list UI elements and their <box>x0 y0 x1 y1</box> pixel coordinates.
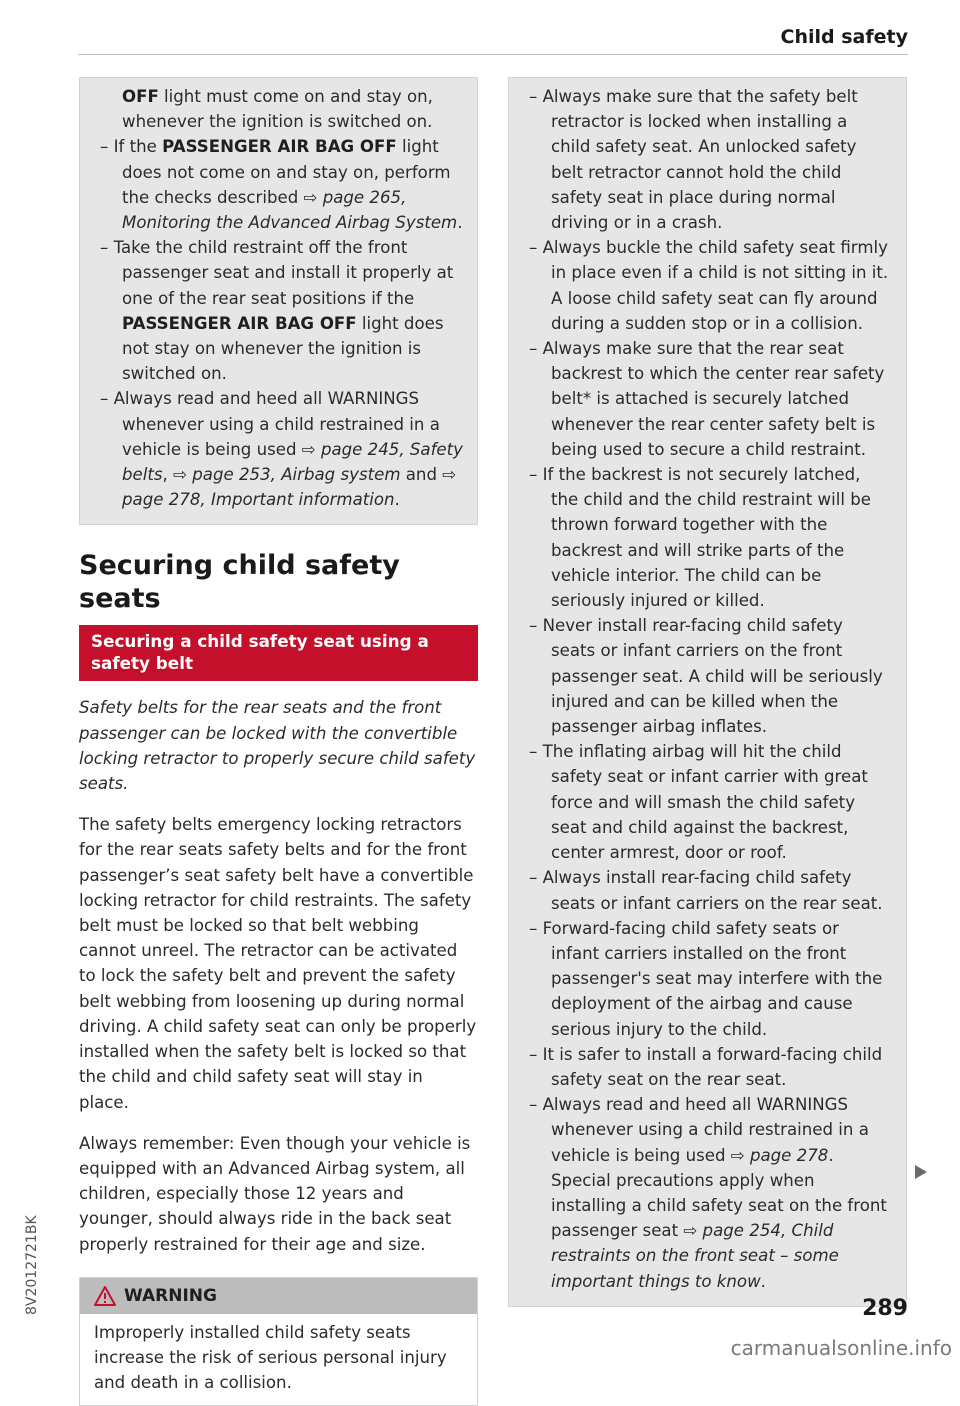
continue-arrow-icon <box>914 1164 928 1180</box>
right-column <box>508 77 907 1307</box>
text: Take the child restraint off the front passenger seat and install it properly at one of the rear seat positions if the <box>113 238 454 308</box>
left-warning-continuation-box <box>79 77 478 525</box>
left-box-item-4 <box>100 386 463 512</box>
text: Always read and heed all WARNINGS whenever using a child restrained in a vehicle is being used <box>542 1095 869 1165</box>
warning-box <box>79 1277 478 1406</box>
warning-triangle-icon <box>94 1286 116 1306</box>
right-box-item-3: – Always make sure that the rear seat backrest to which the center rear safety belt* is attached is securely latched whenever the rear center safety belt is being used to secure a child restraint. <box>529 336 892 462</box>
right-box-item-7: – Always install rear-facing child safety seats or infant carriers on the rear seat. <box>529 865 892 915</box>
text: light must come on and stay on, whenever the ignition is switched on. <box>122 87 433 132</box>
page-reference-link[interactable]: ⇨ page 245, Safety belts <box>122 439 463 485</box>
left-box-item-2 <box>100 134 463 235</box>
page-reference-link[interactable]: ⇨ page 278 <box>730 1145 829 1165</box>
right-box-item-1: – Always make sure that the safety belt retractor is locked when installing a child safety seat. An unlocked safety belt retractor cannot hold the child safety seat in place during normal driving or in a crash. <box>529 84 892 235</box>
right-warning-continuation-box <box>508 77 907 1307</box>
warning-label: WARNING <box>124 1285 217 1306</box>
text: . <box>394 490 400 510</box>
text: If the <box>113 137 163 157</box>
section-title: Securing child safety seats <box>79 550 400 615</box>
text: . <box>457 213 463 233</box>
warning-header <box>80 1278 477 1314</box>
body-paragraph-1: The safety belts emergency locking retractors for the rear seats safety belts and for the front passenger’s seat safety belt have a convertible locking retractor for child restraints. The safety belt must be locked so that belt webbing cannot unreel. The retractor can be activated to lock the safety belt and prevent the safety belt webbing from loosening up during normal driving. A child safety seat can only be properly installed when the safety belt is locked so that the child and child safety seat will stay in place. <box>79 815 477 1112</box>
header-divider <box>78 54 908 55</box>
page-reference-link[interactable]: ⇨ page 265, Monitoring the Advanced Airbag System <box>122 187 458 233</box>
left-box-para-1 <box>100 84 463 134</box>
right-box-item-6: – The inflating airbag will hit the child safety seat or infant carrier with great force and will smash the child safety seat and child against the backrest, center armrest, door or roof. <box>529 739 892 865</box>
text: , <box>162 465 174 485</box>
right-box-item-4: – If the backrest is not securely latched, the child and the child restraint will be thrown forward together with the backrest and will strike parts of the vehicle interior. The child can be seriously injured or killed. <box>529 462 892 613</box>
running-header: Child safety <box>780 26 908 48</box>
watermark-text: carmanualsonline.info <box>730 1336 952 1360</box>
right-box-item-2: – Always buckle the child safety seat firmly in place even if a child is not sitting in it. A loose child safety seat can fly around during a sudden stop or in a collision. <box>529 235 892 336</box>
text: . Special precautions apply when installing a child safety seat on the front passenger seat <box>551 1145 887 1241</box>
text: and <box>400 465 443 485</box>
page-reference-link[interactable]: ⇨ page 253, Airbag system <box>173 465 401 485</box>
page-reference-link[interactable]: ⇨ page 254, Child restraints on the front seat – some important things to know <box>551 1221 839 1291</box>
right-box-item-10 <box>529 1092 892 1294</box>
page-reference-link[interactable]: ⇨ page 278, Important information <box>122 465 457 510</box>
left-column <box>79 77 478 1406</box>
text: . <box>760 1271 766 1291</box>
right-box-item-9: – It is safer to install a forward-facing child safety seat on the rear seat. <box>529 1042 892 1092</box>
right-box-item-8: – Forward-facing child safety seats or infant carriers installed on the front passenger's seat may interfere with the deployment of the airbag and cause serious injury to the child. <box>529 916 892 1042</box>
document-code: 8V2012721BK <box>24 1215 40 1315</box>
body-paragraph-2: Always remember: Even though your vehicle is equipped with an Advanced Airbag system, all children, especially those 12 years and younger, should always ride in the back seat properly restrained for their age and size. <box>79 1133 471 1254</box>
bold-term: OFF <box>122 87 159 106</box>
left-box-item-3 <box>100 235 463 386</box>
bold-term: PASSENGER AIR BAG OFF <box>122 313 357 333</box>
text: Always read and heed all WARNINGS whenever using a child restrained in a vehicle is being used <box>113 389 440 459</box>
text: light does not come on and stay on, perform the checks described <box>122 137 451 207</box>
intro-paragraph: Safety belts for the rear seats and the front passenger can be locked with the convertible locking retractor to properly secure child safety seats. <box>79 698 476 794</box>
text: light does not stay on whenever the ignition is switched on. <box>122 313 444 384</box>
bold-term: PASSENGER AIR BAG OFF <box>162 137 397 157</box>
warning-text: Improperly installed child safety seats increase the risk of serious personal injury and death in a collision. <box>94 1322 447 1393</box>
subsection-heading: Securing a child safety seat using a safety belt <box>79 625 478 681</box>
right-box-item-5: – Never install rear-facing child safety seats or infant carriers on the front passenger seat. A child will be seriously injured and can be killed when the passenger airbag inflates. <box>529 613 892 739</box>
page-number: 289 <box>862 1296 908 1321</box>
